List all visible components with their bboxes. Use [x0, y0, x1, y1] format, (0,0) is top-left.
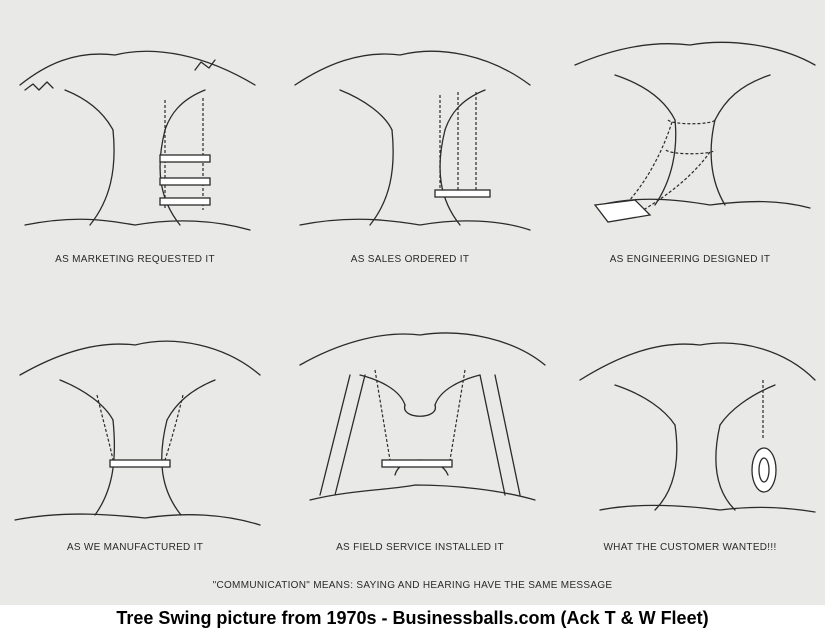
communication-motto: "COMMUNICATION" MEANS: SAYING AND HEARING HAVE THE SAME MESSAGE — [212, 580, 613, 591]
swing-seat — [435, 190, 490, 197]
panel-sales — [280, 30, 540, 270]
swing-seat — [160, 198, 210, 205]
panel-caption: AS ENGINEERING DESIGNED IT — [609, 254, 771, 265]
tree-swing-illustration-engineering — [560, 30, 820, 270]
panel-caption: AS FIELD SERVICE INSTALLED IT — [336, 542, 504, 553]
panel-caption: AS MARKETING REQUESTED IT — [55, 254, 215, 265]
tree-swing-illustration-customer — [560, 320, 820, 560]
swing-seat — [595, 200, 650, 222]
image-credit-footer: Tree Swing picture from 1970s - Businessballs.com (Ack T & W Fleet) — [116, 608, 709, 628]
panel-caption: AS SALES ORDERED IT — [350, 254, 470, 265]
panel-engineering — [560, 30, 820, 270]
tree-swing-illustration-sales — [280, 30, 540, 270]
tree-swing-illustration-marketing — [5, 30, 265, 270]
panel-field-service — [290, 320, 550, 560]
swing-seat — [382, 460, 452, 467]
panel-caption: WHAT THE CUSTOMER WANTED!!! — [603, 542, 777, 553]
tire-swing — [752, 448, 776, 492]
panel-customer — [560, 320, 820, 560]
tree-swing-illustration-field-service — [290, 320, 550, 560]
panel-manufactured — [5, 320, 265, 560]
swing-seat — [160, 155, 210, 162]
panel-caption: AS WE MANUFACTURED IT — [66, 542, 204, 553]
panel-marketing — [5, 30, 265, 270]
swing-seat — [160, 178, 210, 185]
swing-seat — [110, 460, 170, 467]
tree-swing-illustration-manufactured — [5, 320, 265, 560]
